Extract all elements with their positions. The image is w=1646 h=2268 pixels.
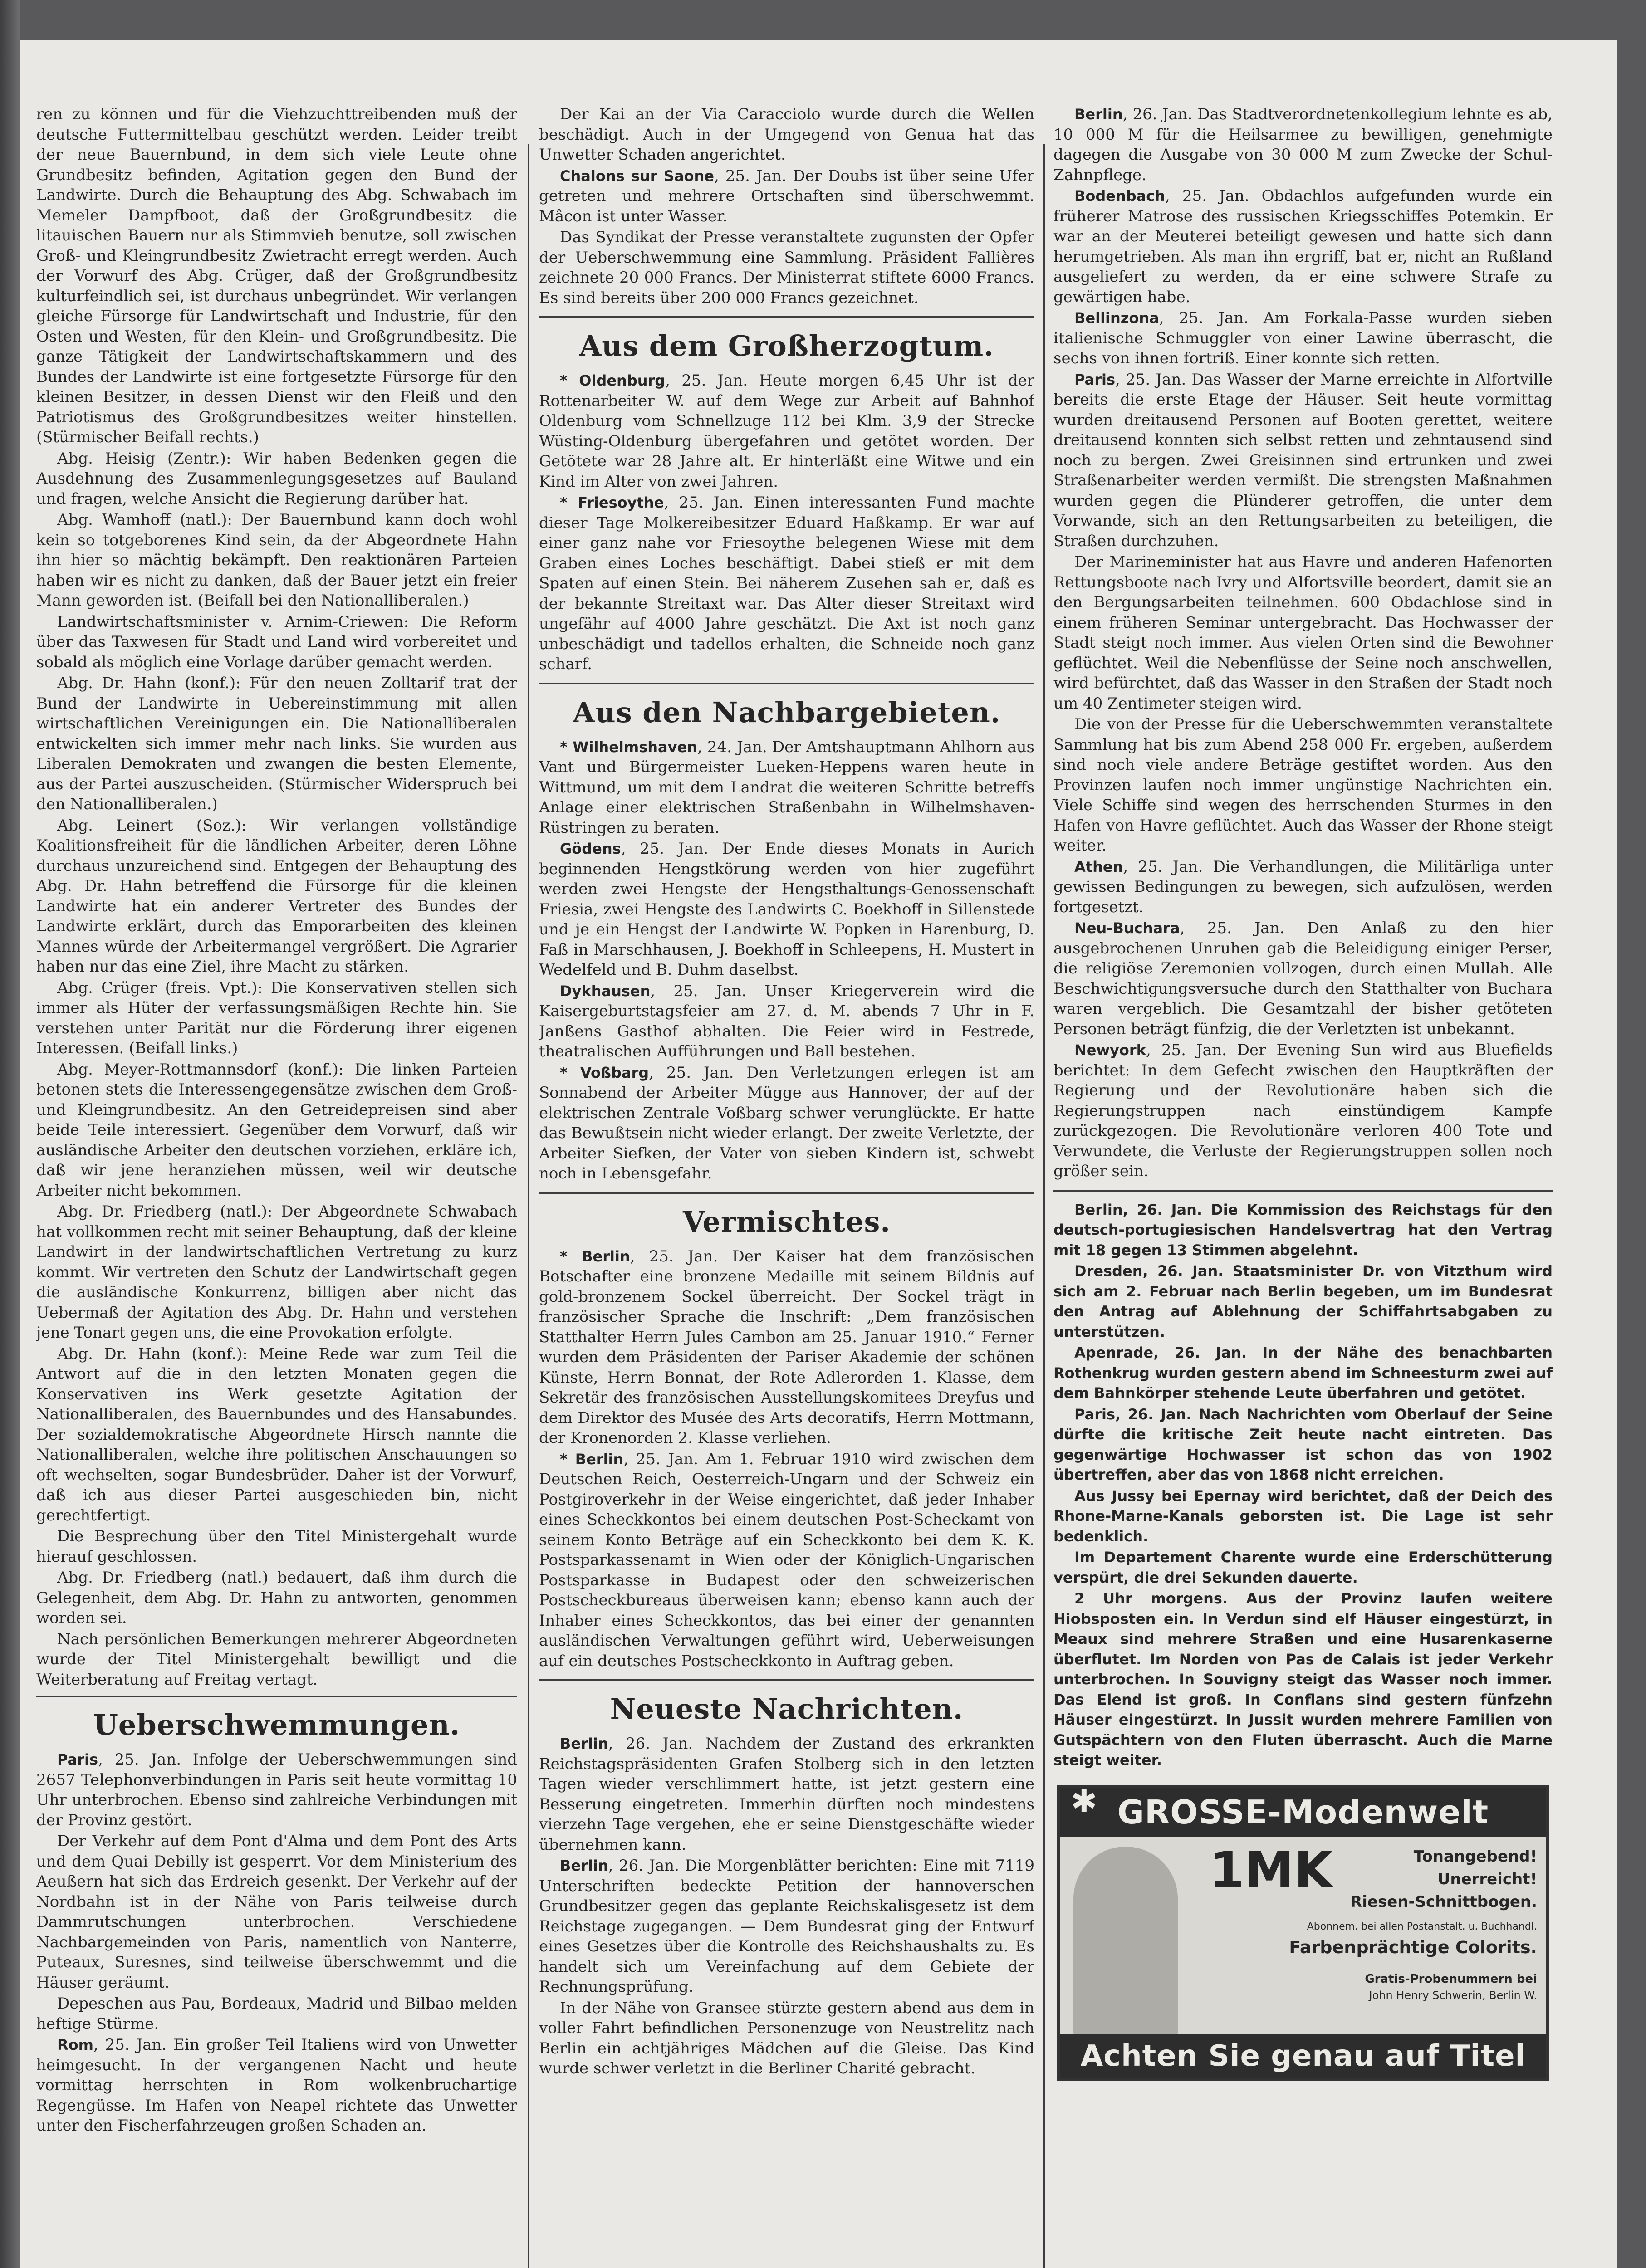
dateline-place: * Wilhelmshaven (560, 738, 697, 756)
paragraph: Abg. Dr. Hahn (konf.): Für den neuen Zolltarif trat der Bund der Landwirte in Uebereinstimmung mit allen wirtschaftlichen Vereinigungen ein. Die Nationalliberalen entwickelten sich immer mehr nach links. Sie wurden aus Liberalen Demokraten und zwangen die besten Elemente, aus der Partei auszuscheiden. (Stürmischer Widerspruch bei den Nationalliberalen.) (36, 674, 517, 813)
paragraph: Abg. Heisig (Zentr.): Wir haben Bedenken gegen die Ausdehnung des Zusammenlegungsgesetzes auf Bauland und fragen, welche Ansicht die Regierung darüber hat. (36, 449, 517, 508)
dateline-place: Dresden (1074, 1262, 1143, 1280)
news-text: , 26. Jan. Das Stadtverordnetenkollegium lehnte es ab, 10 000 M für die Heilsarmee zu bewilligen, genehmigte dagegen die Ausgabe von 30 000 M zum Zwecke der Schul-Zahnpflege. (1053, 105, 1553, 184)
news-text: , 25. Jan. Das Wasser der Marne erreichte in Alfortville bereits die erste Etage der Häuser. Seit heute vormittag wurden dreitausend Personen auf Booten gerettet, weitere dreitausend konnten sich selbst retten und zehntausend sind noch zu bergen. Zwei Greisinnen sind ertrunken und zwei Straßenarbeiter werden vermißt. Die strengsten Maßnahmen wurden gegen die Plünderer getroffen, die unter dem Vorwande, sich an den Rettungsarbeiten zu beteiligen, die Straßen durchzuhen. (1053, 370, 1553, 550)
news-text: 2 Uhr morgens. Aus der Provinz laufen weitere Hiobsposten ein. In Verdun sind elf Häuser eingestürzt, in Meaux sind mehrere Straßen und eine Husarenkaserne überflutet. Im Norden von Pas de Calais ist jeder Verkehr unterbrochen. In Souvigny steigt das Wasser noch immer. Das Elend ist groß. In Conflans sind gestern fünfzehn Häuser eingestürzt. In Jussit wurden mehrere Familien von Gutspächtern von den Fluten überrascht. Auch die Marne steigt weiter. (1053, 1590, 1553, 1769)
news-item (1053, 104, 1553, 185)
dateline-place: Berlin (1074, 1201, 1123, 1218)
dateline-place: Apenrade (1074, 1344, 1154, 1361)
ad-line-2: Unerreicht! (1437, 1870, 1537, 1888)
news-text: Im Departement Charente wurde eine Erderschütterung verspürt, die drei Sekunden dauerte. (1053, 1549, 1553, 1586)
news-text: , 25. Jan. Heute morgen 6,45 Uhr ist der Rottenarbeiter W. auf dem Wege zur Arbeit auf Bahnhof Oldenburg vom Schnellzuge 112 bei Klm. 3,9 der Strecke Wüsting-Oldenburg übergefahren und getötet worden. Der Getötete war 28 Jahre alt. Er hinterläßt eine Witwe und ein Kind im Alter von zwei Jahren. (539, 371, 1034, 491)
news-item (1053, 1547, 1553, 1588)
news-item (1053, 1040, 1553, 1182)
dateline-place: Newyork (1074, 1041, 1146, 1059)
column-middle (539, 104, 1034, 2268)
news-item (1053, 1261, 1553, 1342)
news-item (1053, 1200, 1553, 1261)
news-text: , 25. Jan. Ein großer Teil Italiens wird von Unwetter heimgesucht. In der vergangenen Nacht und heute vormittag herrschten in Rom wolkenbruchartige Regengüsse. Im Hafen von Neapel richtete das Unwetter unter den Fischerfahrzeugen großen Schaden an. (36, 2036, 517, 2135)
dateline-place: * Oldenburg (560, 372, 666, 389)
news-item (36, 1994, 517, 2034)
paragraph: Abg. Dr. Friedberg (natl.) bedauert, daß ihm durch die Gelegenheit, dem Abg. Dr. Hahn zu antworten, genommen worden sei. (36, 1569, 517, 1627)
paragraph: Abg. Wamhoff (natl.): Der Bauernbund kann doch wohl kein so totgeborenes Kind sein, da der Abgeordnete Hahn ihn hier so mächtig bekämpft. Den reaktionären Parteien haben wir es nicht zu danken, daß der Bauer jetzt ein freier Mann geworden ist. (Beifall bei den Nationalliberalen.) (36, 511, 517, 610)
news-text: Depeschen aus Pau, Bordeaux, Madrid und Bilbao melden heftige Stürme. (36, 1994, 517, 2033)
news-item (1053, 552, 1553, 714)
news-item (539, 737, 1034, 838)
dateline-place: Neu-Buchara (1074, 919, 1180, 937)
news-text: , 25. Jan. Die Verhandlungen, die Militärliga unter gewissen Bedingungen zu bewegen, sich aufzulösen, werden fortgesetzt. (1053, 857, 1553, 916)
news-text: , 25. Jan. Obdachlos aufgefunden wurde ein früherer Matrose des russischen Kriegsschiffes Potemkin. Er war an der Meuterei beteiligt gewesen und hatte sich dann herumgetrieben. Als man ihn ergriff, bat er, nicht an Rußland ausgeliefert zu werden, da er eine schwere Strafe zu gewärtigen habe. (1053, 187, 1553, 306)
flood-reports (36, 1750, 517, 2136)
book-spine (0, 0, 20, 2268)
dateline-place: Athen (1074, 858, 1123, 875)
news-text: , 25. Jan. Einen interessanten Fund machte dieser Tage Molkereibesitzer Eduard Haßkamp. Er war auf einer ganz nahe vor Friesoythe belegenen Wiese mit dem Graben eines Loches beschäftigt. Dabei stieß er mit dem Spaten auf einen Stein. Bei näherem Zusehen sah er, daß es der bekannte Streitaxt war. Das Alter dieser Streitaxt wird ungefähr auf 4000 Jahre geschätzt. Die Axt ist noch ganz unbeschädigt und tadellos erhalten, die Schneide noch ganz scharf. (539, 494, 1034, 673)
separator (539, 316, 1034, 318)
news-text: Aus Jussy bei Epernay wird berichtet, daß der Deich des Rhone-Marne-Kanals geborsten ist. Die Lage ist sehr bedenklich. (1053, 1487, 1553, 1545)
dateline-place: * Voßbarg (560, 1064, 649, 1081)
star-icon: ✱ (1071, 1782, 1097, 1820)
news-item (36, 1750, 517, 1830)
news-item (539, 1063, 1034, 1184)
dateline-place: Berlin (560, 1857, 608, 1874)
news-text: , 25. Jan. Am Forkala-Passe wurden sieben italienische Schmuggler von einer Lawine überrascht, die sechs von ihnen fortriß. Einer konnte sich retten. (1053, 309, 1553, 367)
dateline-place: Bellinzona (1074, 309, 1159, 327)
news-item (539, 1246, 1034, 1448)
paragraph: Landwirtschaftsminister v. Arnim-Criewen: Die Reform über das Taxwesen für Stadt und Land wird vorbereitet und sobald als möglich eine Vorlage darüber gemacht werden. (36, 612, 517, 671)
separator (539, 1192, 1034, 1194)
news-item (539, 839, 1034, 980)
dateline-place: Bodenbach (1074, 187, 1166, 205)
news-item (1053, 1589, 1553, 1770)
dateline-place: * Berlin (560, 1450, 624, 1468)
news-item (539, 1998, 1034, 2079)
lady-illustration (1073, 1847, 1178, 2037)
news-item (36, 2035, 517, 2136)
news-item (539, 227, 1034, 308)
telegraph-reports (1053, 104, 1553, 1182)
flood-reports-continued (539, 104, 1034, 308)
ad-title: GROSSE-Modenwelt (1060, 1788, 1546, 1837)
separator (1053, 1190, 1553, 1192)
paragraph: Abg. Dr. Friedberg (natl.): Der Abgeordnete Schwabach hat vollkommen recht mit seiner Behauptung, daß der kleine Landwirt in der landwirtschaftlichen Vertretung zu kurz kommt. Wir vertreten den Schutz der Landwirtschaft gegen die ausländische Konkurrenz, billigen aber nicht das Uebermaß der Agitation des Abg. Dr. Hahn und verstehen jene Tonart gegen uns, die eine Provokation erfolgte. (36, 1202, 517, 1342)
news-item (36, 1831, 517, 1993)
news-text: , 25. Jan. Der Kaiser hat dem französischen Botschafter eine bronzene Medaille mit seinem Bildnis auf gold-bronzenem Sockel überreicht. Der Sockel trägt in französischer Sprache die Inschrift: „Dem französischen Statthalter Herrn Jules Cambon am 25. Januar 1910.“ Ferner wurden dem Präsidenten der Pariser Akademie der schönen Künste, Herrn Bonnat, der Rote Adlerorden 1. Klasse, dem Sekretär des französischen Ausstellungskomitees Dreyfus und dem Direktor des Musée des Arts decoratifs, Herrn Mottmann, der Kronenorden 2. Klasse verliehen. (539, 1247, 1034, 1447)
news-item (1053, 1404, 1553, 1485)
newest-reports (539, 1734, 1034, 2079)
news-text: , 25. Jan. Der Evening Sun wird aus Bluefields berichtet: In dem Gefecht zwischen den Hauptkräften der Regierung und der Revolutionäre haben sich die Regierungstruppen nach einstündigem Kampfe zurückgezogen. Die Revolutionäre verloren 400 Tote und Verwundete, die Verluste der Regierungstruppen sollen noch größer sein. (1053, 1041, 1553, 1180)
news-text: , 26. Jan. Die Morgenblätter berichten: Eine mit 7119 Unterschriften bedeckte Petition der hannoverschen Grundbesitzer gegen das geplante Reichskalisgesetz ist dem Reichstage zugegangen. — Dem Bundesrat ging der Entwurf eines Gesetzes über die Kontrolle des Reichshaushalts zu. Es handelt sich um Vereinfachung auf dem Gebiete der Rechnungsprüfung. (539, 1857, 1034, 1996)
news-item (1053, 918, 1553, 1039)
news-item (539, 493, 1034, 675)
dateline-place: Berlin (1074, 106, 1123, 123)
paragraph: Abg. Dr. Hahn (konf.): Meine Rede war zum Teil die Antwort auf die in den letzten Monaten gegen die Konservativen ins Werk gesetzte Agitation der Nationalliberalen, des Bauernbundes und des Hansabundes. Der sozialdemokratische Abgeordnete Hirsch nannte die Nationalliberalen, welche ihre politischen Anschauungen so oft wechselten, sogar Bundesbrüder. Daher ist der Vorwurf, daß ich aus dieser Partei ausgeschieden bin, nicht gerechtfertigt. (36, 1344, 517, 1525)
separator (539, 683, 1034, 684)
news-text: Die von der Presse für die Ueberschwemmten veranstaltete Sammlung hat bis zum Abend 258 000 Fr. ergeben, außerdem sind noch viele andere Beträge gestiftet worden. Aus den Provinzen laufen noch immer ungünstige Nachrichten ein. Viele Schiffe sind wegen des herrschenden Sturmes in den Hafen von Havre geflüchtet. Auch das Wasser der Rhone steigt weiter. (1053, 715, 1553, 855)
news-text: , 26. Jan. Staatsminister Dr. von Vitzthum wird sich am 2. Februar nach Berlin begeben, um im Bundesrat den Antrag auf Ablehnung der Schiffahrtsabgaben zu unterstützen. (1053, 1262, 1553, 1340)
section-heading-duchy: Aus dem Großherzogtum. (579, 329, 994, 362)
news-item (1053, 186, 1553, 307)
column-rule (528, 144, 529, 2268)
news-text: , 25. Jan. Infolge der Ueberschwemmungen sind 2657 Telephonverbindungen in Paris seit heute vormittag 10 Uhr unterbrochen. Ebenso sind zahlreiche Verbindungen mit der Provinz gestört. (36, 1750, 517, 1829)
paragraph: Abg. Leinert (Soz.): Wir verlangen vollständige Koalitionsfreiheit für die ländlichen Arbeiter, deren Löhne durchaus unzureichend sind. Entgegen der Behauptung des Abg. Dr. Hahn betreffend die Fürsorge für die kleinen Landwirte hat ein anderer Vertreter des Bundes der Landwirte erklärt, durch das Emporarbeiten des kleinen Mannes würde der Arbeitermangel vergrößert. Die Agrarier haben nur das eine Ziel, ihre Macht zu stärken. (36, 816, 517, 976)
news-text: , 26. Jan. Nach Nachrichten vom Oberlauf der Seine dürfte die kritische Zeit heute nacht eintreten. Das gegenwärtige Hochwasser ist schon das von 1902 übertreffen, aber das von 1868 nicht erreichen. (1053, 1405, 1553, 1483)
news-text: , 25. Jan. Am 1. Februar 1910 wird zwischen dem Deutschen Reich, Oesterreich-Ungarn und der Schweiz ein Postgiroverkehr in der Weise eingerichtet, daß jeder Inhaber eines Scheckkontos bei einem deutschen Post-Scheckamt von seinem Konto Beträge auf ein Scheckkonto bei dem K. K. Postsparkassenamt in Wien oder der Königlich-Ungarischen Postsparkasse in Budapest oder den schweizerischen Postscheckbureaus überweisen kann; ebenso kann auch der Inhaber eines Scheckkontos, das bei einer der genannten ausländischen Verwaltungen geführt wird, Ueberweisungen auf ein deutsches Postscheckkonto in Auftrag geben. (539, 1450, 1034, 1670)
news-item (539, 1734, 1034, 1855)
news-item (1053, 370, 1553, 552)
paragraph: Die Besprechung über den Titel Ministergehalt wurde hierauf geschlossen. (36, 1527, 517, 1566)
ad-footer: Achten Sie genau auf Titel (1060, 2034, 1546, 2078)
news-text: , 25. Jan. Den Verletzungen erlegen ist am Sonnabend der Arbeiter Mügge aus Hannover, der auf der elektrischen Zentrale Voßbarg schwer verunglückte. Er hatte das Bewußtsein nicht wieder erlangt. Der zweite Verletzte, der Arbeiter Siefken, der Vater von sieben Kindern ist, schwebt noch in Lebensgefahr. (539, 1063, 1034, 1183)
paragraph: ren zu können und für die Viehzuchttreibenden muß der deutsche Futtermittelbau geschützt werden. Leider treibt der neue Bauernbund, in dem sich viele Leute ohne Grundbesitz befinden, Agitation gegen den Bund der Landwirte. Durch die Behauptung des Abg. Schwabach im Memeler Dampfboot, daß der Großgrundbesitz die litauischen Bauern nur als Stimmvieh benutze, soll zwischen Groß- und Kleingrundbesitz Zwietracht erregt werden. Auch der Vorwurf des Abg. Crüger, daß der Großgrundbesitz kulturfeindlich sei, ist durchaus unbegründet. Wir verlangen gleiche Fürsorge für Landwirtschaft und Industrie, für den Osten und Westen, für den Klein- und Großgrundbesitz. Die ganze Tätigkeit der Landwirtschaftskammern und des Bundes der Landwirte ist eine fortgesetzte Fürsorge für den kleinen Besitzer, in dessen Dienst wir den Fleiß und den Patriotismus des Großgrundbesitzes weiter hinstellen. (Stürmischer Beifall rechts.) (36, 105, 517, 446)
news-text: , 25. Jan. Der Doubs ist über seine Ufer getreten und mehrere Ortschaften sind überschwemmt. Mâcon ist unter Wasser. (539, 166, 1034, 225)
column-right (1053, 104, 1553, 2268)
news-text: , 26. Jan. Nachdem der Zustand des erkrankten Reichstagspräsidenten Grafen Stolberg sich in den letzten Tagen wieder verschlimmert hatte, ist jetzt gestern eine Besserung eingetreten. Immerhin dürften noch mindestens vierzehn Tage vergehen, ehe er seine Dienstgeschäfte wieder übernehmen kann. (539, 1735, 1034, 1854)
paragraph: Abg. Meyer-Rottmannsdorf (konf.): Die linken Parteien betonen stets die Interessengegensätze zwischen dem Groß- und Kleingrundbesitz. An den Getreidepreisen sind aber beide Teile interessiert. Gegenüber dem Vorwurf, daß wir ausländische Arbeiter den deutschen vorziehen, erkläre ich, daß wir jene heranziehen müssen, weil wir deutsche Arbeiter nicht bekommen. (36, 1060, 517, 1200)
news-text: , 25. Jan. Den Anlaß zu den hier ausgebrochenen Unruhen gab die Beleidigung einiger Perser, die religiöse Zeremonien vollzogen, durch einen Mullah. Alle Beschwichtigungsversuche durch den Statthalter von Buchara waren vergeblich. Die Gesamtzahl der bisher getöteten Personen beträgt fünfzig, die der Verletzten ist unbekannt. (1053, 919, 1553, 1038)
news-text: , 25. Jan. Unser Kriegerverein wird die Kaisergeburtstagsfeier am 27. d. M. abends 7 Uhr in F. Janßens Gasthof abhalten. Die Feier wird in Festrede, theatralischen Aufführungen und Ball bestehen. (539, 982, 1034, 1061)
news-text: , 26. Jan. In der Nähe des benachbarten Rothenkrug wurden gestern abend im Schneesturm zwei auf dem Bahnkörper stehende Leute überfahren und getötet. (1053, 1344, 1553, 1402)
neighbour-reports (539, 737, 1034, 1184)
newspaper-page (20, 40, 1617, 2268)
paragraph: Abg. Crüger (freis. Vpt.): Die Konservativen stellen sich immer als Hüter der verfassungsmäßigen Rechte hin. Sie verstehen unter Parität nur die Förderung ihrer eigenen Interessen. (Beifall links.) (36, 978, 517, 1057)
ad-line-3: Riesen-Schnittbogen. (1350, 1892, 1537, 1911)
ad-line-7: John Henry Schwerin, Berlin W. (1369, 1989, 1537, 2002)
news-text: Der Verkehr auf dem Pont d'Alma und dem Pont des Arts und dem Quai Debilly ist gesperrt. Vor dem Ministerium des Aeußern hat sich das Erdreich gesenkt. Der Verkehr auf der Nordbahn ist in der Nähe von Paris teilweise durch Dammrutschungen unterbrochen. Verschiedene Nachbargemeinden von Paris, namentlich von Nanterre, Puteaux, Suresnes, sind teilweise überschwemmt und die Häuser geräumt. (36, 1832, 517, 1992)
dateline-place: Paris (57, 1751, 98, 1768)
separator (36, 1696, 517, 1697)
news-item (1053, 308, 1553, 369)
news-item (539, 1856, 1034, 1997)
dateline-place: * Berlin (560, 1247, 630, 1265)
dateline-place: Dykhausen (560, 982, 651, 1000)
news-item (1053, 857, 1553, 918)
news-item (1053, 1486, 1553, 1547)
latest-telegrams (1053, 1200, 1553, 1770)
column-rule (1043, 144, 1045, 2268)
ad-line-6: Gratis-Probenummern bei (1365, 1972, 1537, 1986)
news-text: , 24. Jan. Der Amtshauptmann Ahlhorn aus Vant und Bürgermeister Lueken-Heppens waren heute in Wittmund, um mit dem Landrat die weiteren Schritte betreffs Anlage einer elektrischen Straßenbahn in Wilhelmshaven-Rüstringen zu beraten. (539, 738, 1034, 837)
misc-reports (539, 1246, 1034, 1672)
column-left (36, 104, 517, 2268)
dateline-place: Paris (1074, 371, 1115, 388)
section-heading-floods: Ueberschwemmungen. (93, 1708, 460, 1741)
duchy-reports (539, 371, 1034, 675)
news-item (1053, 714, 1553, 856)
advertisement-modenwelt (1057, 1782, 1549, 2081)
news-item (1053, 1343, 1553, 1403)
dateline-place: Chalons sur Saone (560, 167, 715, 185)
dateline-place: Gödens (560, 840, 621, 857)
section-heading-misc: Vermischtes. (683, 1205, 891, 1238)
news-item (539, 166, 1034, 227)
ad-line-1: Tonangebend! (1413, 1847, 1537, 1866)
news-text: , 26. Jan. Die Kommission des Reichstags für den deutsch-portugiesischen Handelsvertrag hat den Vertrag mit 18 gegen 13 Stimmen abgelehnt. (1053, 1201, 1553, 1259)
dateline-place: * Friesoythe (560, 494, 664, 511)
dateline-place: Rom (57, 2036, 93, 2053)
parliament-report (36, 104, 517, 1690)
section-heading-neighbours: Aus den Nachbargebieten. (573, 695, 1001, 729)
separator (539, 1679, 1034, 1681)
news-text: Der Marineminister hat aus Havre und anderen Hafenorten Rettungsboote nach Ivry und Alfortsville beordert, damit sie an den Bergungsarbeiten teilnehmen. 600 Obdachlose sind in einem früheren Seminar untergebracht. Das Hochwasser der Stadt steigt noch immer. Aus vielen Orten sind die Bewohner geflüchtet. Weil die Nebenflüsse der Seine noch anschwellen, wird befürchtet, daß das Wasser in den Straßen der Stadt noch um 40 Zentimeter steigen wird. (1053, 553, 1553, 713)
ad-line-5: Farbenprächtige Colorits. (1289, 1937, 1537, 1957)
news-item (539, 371, 1034, 492)
ad-price: 1MK (1210, 1841, 1333, 1899)
news-item (539, 104, 1034, 165)
news-item (539, 981, 1034, 1062)
dateline-place: Berlin (560, 1735, 608, 1752)
news-text: Das Syndikat der Presse veranstaltete zugunsten der Opfer der Ueberschwemmung eine Sammlung. Präsident Fallières zeichnete 20 000 Francs. Der Ministerrat stiftete 6000 Francs. Es sind bereits über 200 000 Francs gezeichnet. (539, 228, 1034, 307)
section-heading-newest: Neueste Nachrichten. (610, 1692, 964, 1725)
dateline-place: Paris (1074, 1405, 1115, 1423)
news-text: , 25. Jan. Der Ende dieses Monats in Aurich beginnenden Hengstkörung werden von hier zugeführt werden zwei Hengste der Hengsthaltungs-Genossenschaft Friesia, zwei Hengste des Landwirts C. Boekhoff in Sillenstede und je ein Hengst der Landwirte W. Popken in Harenburg, D. Faß in Marschhausen, J. Boekhoff in Schleepens, H. Mustert in Wedelfeld und B. Duhm daselbst. (539, 840, 1034, 979)
news-text: Der Kai an der Via Caracciolo wurde durch die Wellen beschädigt. Auch in der Umgegend von Genua hat das Unwetter Schaden angerichtet. (539, 105, 1034, 164)
news-text: In der Nähe von Gransee stürzte gestern abend aus dem in voller Fahrt befindlichen Personenzuge von Neustrelitz nach Berlin ein achtjähriges Mädchen auf die Gleise. Das Kind wurde schwer verletzt in die Berliner Charité gebracht. (539, 1999, 1034, 2077)
paragraph: Nach persönlichen Bemerkungen mehrerer Abgeordneten wurde der Titel Ministergehalt bewilligt und die Weiterberatung auf Freitag vertagt. (36, 1630, 517, 1689)
ad-line-4: Abonnem. bei allen Postanstalt. u. Buchhandl. (1307, 1921, 1537, 1932)
news-item (539, 1449, 1034, 1672)
